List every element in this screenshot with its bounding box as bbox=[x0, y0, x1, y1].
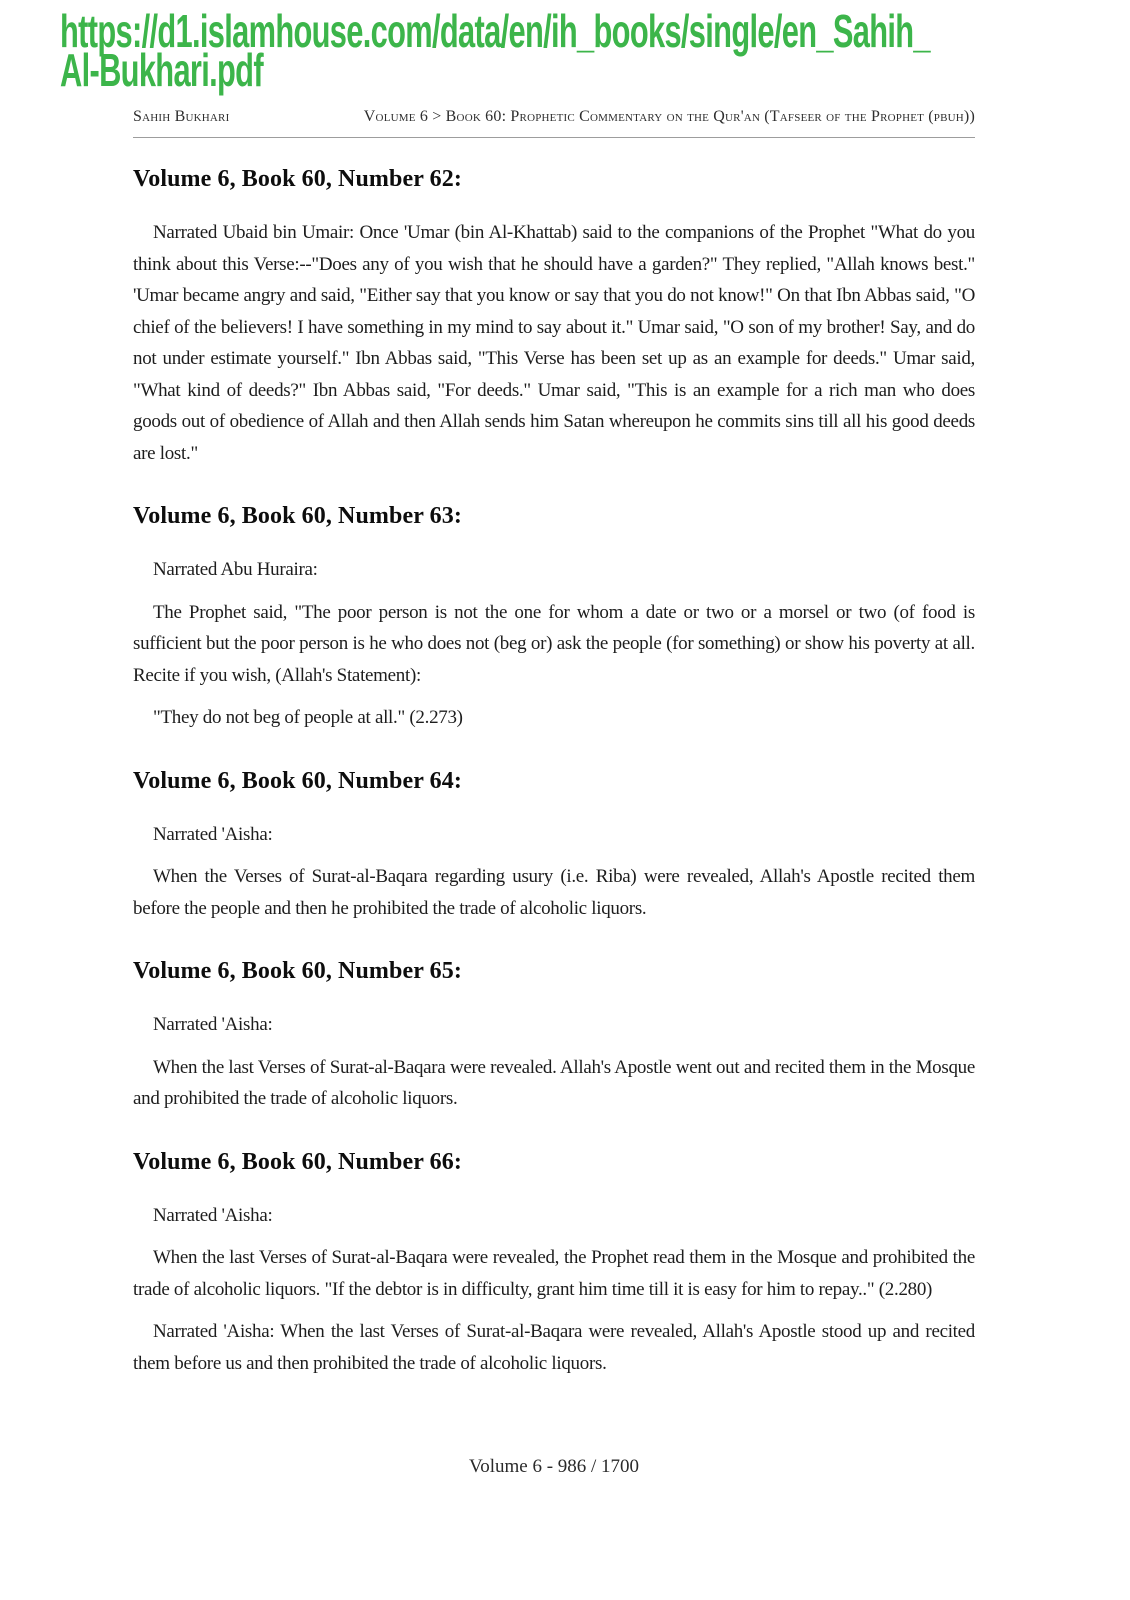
hadith-section bbox=[133, 503, 975, 734]
section-heading: Volume 6, Book 60, Number 65: bbox=[133, 958, 462, 984]
hadith-section bbox=[133, 1149, 975, 1380]
document-body bbox=[133, 166, 975, 1379]
hadith-section bbox=[133, 768, 975, 925]
paragraph: Narrated 'Aisha: bbox=[153, 1014, 273, 1035]
paragraph: "They do not beg of people at all." (2.273) bbox=[153, 707, 463, 728]
paragraph: When the last Verses of Surat-al-Baqara were revealed. Allah's Apostle went out and recited them in the Mosque and prohibited the trade of alcoholic liquors. bbox=[133, 1056, 975, 1109]
paragraph: Narrated Abu Huraira: bbox=[153, 559, 318, 580]
paragraph: Narrated Ubaid bin Umair: Once 'Umar (bin Al-Khattab) said to the companions of the Prophet "What do you think about this Verse:--"Does any of you wish that he should have a garden?" They replied, "Allah knows best." 'Umar became angry and said, "Either say that you know or say that you do not know!" On that Ibn Abbas said, "O chief of the believers! I have something in my mind to say about it." Umar said, "O son of my brother! Say, and do not under estimate yourself." Ibn Abbas said, "This Verse has been set up as an example for deeds." Umar said, "What kind of deeds?" Ibn Abbas said, "For deeds." Umar said, "This is an example for a rich man who does goods out of obedience of Allah and then Allah sends him Satan whereupon he commits sins till all his good deeds are lost." bbox=[133, 222, 975, 464]
paragraph: Narrated 'Aisha: bbox=[153, 823, 273, 845]
section-heading: Volume 6, Book 60, Number 62: bbox=[133, 166, 462, 192]
header-book-title: Sahih Bukhari bbox=[133, 108, 230, 125]
paragraph: Narrated 'Aisha: bbox=[153, 1204, 273, 1226]
paragraph: The Prophet said, "The poor person is not the one for whom a date or two or a morsel or two (of food is sufficient but the poor person is he who does not (beg or) ask the people (for something) or show his poverty at all. Recite if you wish, (Allah's Statement): bbox=[133, 601, 975, 686]
hadith-section bbox=[133, 166, 975, 469]
section-heading: Volume 6, Book 60, Number 63: bbox=[133, 503, 462, 529]
url-overlay-line2: Al-Bukhari.pdf bbox=[60, 44, 263, 96]
section-heading: Volume 6, Book 60, Number 66: bbox=[133, 1148, 462, 1175]
paragraph: When the Verses of Surat-al-Baqara regarding usury (i.e. Riba) were revealed, Allah's Apostle recited them before the people and then he prohibited the trade of alcoholic liquors. bbox=[133, 866, 975, 919]
header-chapter-title: Volume 6 > Book 60: Prophetic Commentary on the Qur'an (Tafseer of the Prophet (pbuh)) bbox=[363, 108, 975, 125]
section-heading: Volume 6, Book 60, Number 64: bbox=[133, 767, 462, 794]
paragraph: Narrated 'Aisha: When the last Verses of Surat-al-Baqara were revealed, Allah's Apostle stood up and recited them before us and then prohibited the trade of alcoholic liquors. bbox=[133, 1321, 975, 1374]
url-overlay bbox=[60, 5, 930, 96]
paragraph: When the last Verses of Surat-al-Baqara were revealed, the Prophet read them in the Mosque and prohibited the trade of alcoholic liquors. "If the debtor is in difficulty, grant him time till it is easy for him to repay.." (2.280) bbox=[133, 1247, 975, 1300]
url-overlay-line1: https://d1.islamhouse.com/data/en/ih_books/single/en_Sahih_ bbox=[60, 5, 930, 57]
header-divider bbox=[133, 137, 975, 138]
page-number-footer: Volume 6 - 986 / 1700 bbox=[468, 1456, 640, 1477]
hadith-section bbox=[133, 958, 975, 1115]
